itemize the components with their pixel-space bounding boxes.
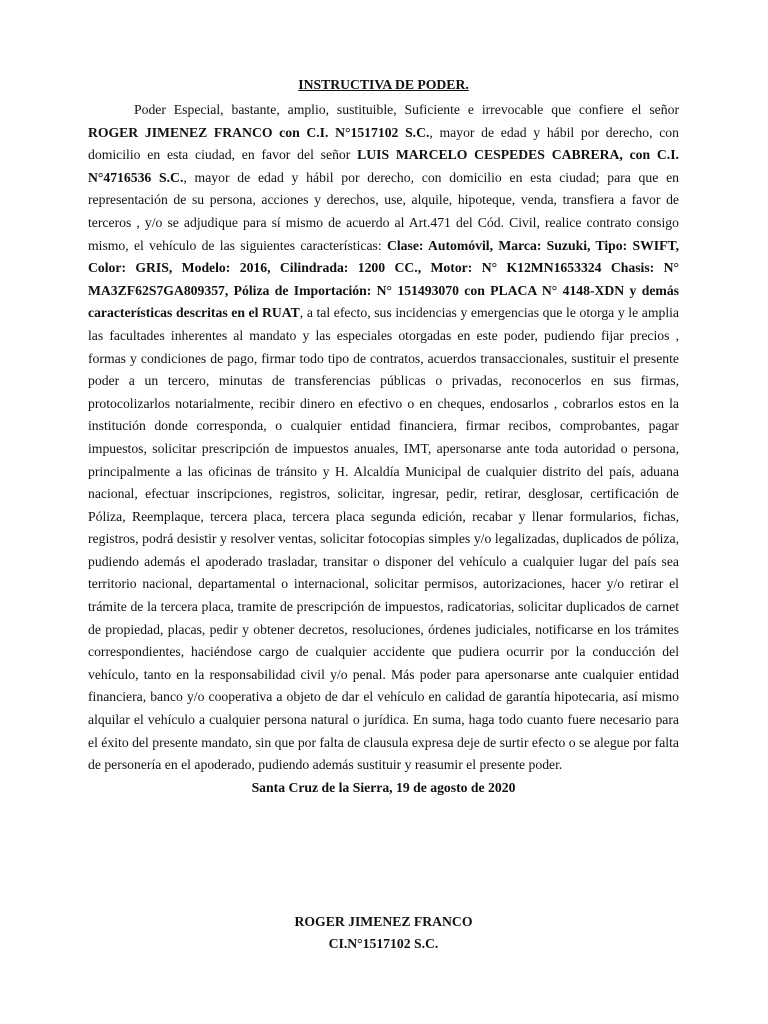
body-segment-bold: Clase: Automóvil, Marca: Suzuki, Tipo: SWIFT, Color: GRIS, Modelo: 2016, Cilindrada: 1200 CC., Motor: N° K12MN1653324 Chasis: N° MA3ZF62S7GA809357, Póliza de Importación: N° 151493070 con PLACA N° 4148-XDN y demás características descritas en el RUAT	[88, 237, 680, 321]
body-segment-bold: LUIS MARCELO CESPEDES CABRERA, con C.I. N°4716536 S.C.	[88, 147, 679, 185]
signature-name: ROGER JIMENEZ FRANCO	[294, 914, 473, 929]
document-title: INSTRUCTIVA DE PODER.	[298, 77, 469, 92]
body-segment-bold: ROGER JIMENEZ FRANCO con C.I. N°1517102 S.C.	[88, 124, 430, 140]
document-page	[88, 74, 680, 951]
body-segment: , mayor de edad y hábil por derecho, con domicilio en esta ciudad, en favor del señor	[88, 124, 679, 163]
signature-id: CI.N°1517102 S.C.	[328, 936, 439, 951]
document-body	[88, 99, 679, 777]
signature-block	[88, 911, 679, 955]
body-segment: , mayor de edad y hábil por derecho, con domicilio en esta ciudad; para que en representación de su persona, acciones y derechos, use, alquile, hipoteque, venda, transfiera a favor de terceros , y/o se adjudique para sí mismo de acuerdo al Art.471 del Cód. Civil, realice contrato consigo mismo, el vehículo de las siguientes características:	[88, 169, 679, 253]
body-segment: Poder Especial, bastante, amplio, sustituible, Suficiente e irrevocable que confiere el señor	[134, 102, 679, 117]
body-segment: , a tal efecto, sus incidencias y emergencias que le otorga y le amplia las facultades inherentes al mandato y las especiales otorgadas en este poder, pudiendo fijar precios , formas y condiciones de pago, firmar todo tipo de contratos, acuerdos transaccionales, sustituir el presente poder a un tercero, minutas de transferencias públicas o privadas, reconocerlos en sus firmas, protocolizarlos notarialmente, recibir dinero en efectivo o en cheques, endosarlos , cobrarlos estos en la institución donde corresponda, o cualquier entidad financiera, firmar recibos, comprobantes, pagar impuestos, solicitar prescripción de impuestos anuales, IMT, apersonarse ante toda autoridad o persona, principalmente a las oficinas de tránsito y H. Alcaldía Municipal de cualquier distrito del país, aduana nacional, efectuar inscripciones, registros, solicitar, ingresar, pedir, retirar, desglosar, certificación de Póliza, Reemplaque, tercera placa, tercera placa segunda edición, recabar y llenar formularios, fichas, registros, podrá desistir y resolver ventas, solicitar fotocopias simples y/o legalizadas, duplicados de póliza, pudiendo además el apoderado trasladar, transitar o disponer del vehículo a cualquier lugar del país sea territorio nacional, departamental o internacional, solicitar permisos, autorizaciones, hacer y/o retirar el trámite de la tercera placa, tramite de prescripción de impuestos, radicatorias, solicitar duplicados de carnet de propiedad, placas, pedir y obtener decretos, resoluciones, órdenes judiciales, notificarse en los trámites correspondientes, haciéndose cargo de cualquier accidente que pudiera ocurrir por la conducción del vehículo, tanto en la responsabilidad civil y/o penal. Más poder para apersonarse ante cualquier entidad financiera, banco y/o cooperativa a objeto de dar el vehículo en calidad de garantía hipotecaria, así mismo alquilar el vehículo a cualquier persona natural o jurídica. En suma, haga todo cuanto fuere necesario para el éxito del presente mandato, sin que por falta de clausula expresa deje de surtir efecto o se alegue por falta de personería en el apoderado, pudiendo además sustituir y reasumir el presente poder.	[88, 305, 680, 773]
date-line: Santa Cruz de la Sierra, 19 de agosto de 2020	[251, 779, 516, 795]
